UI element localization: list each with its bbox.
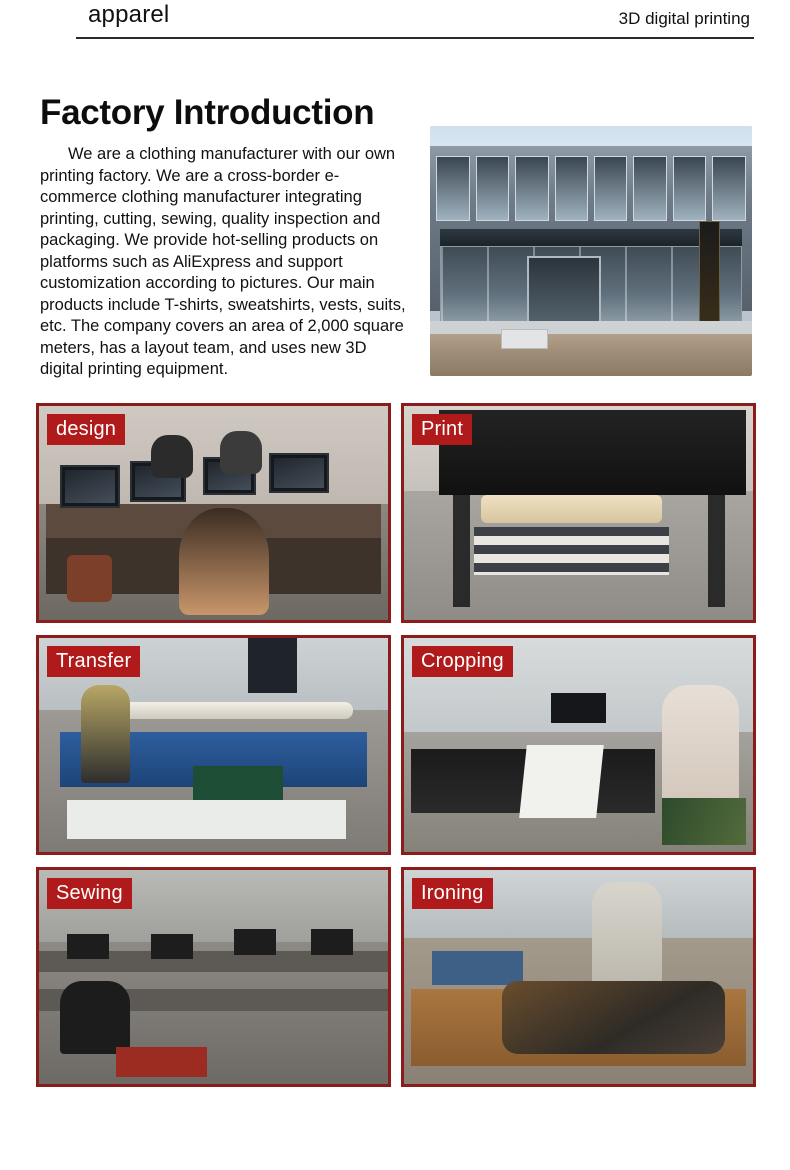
sewing-machine-1 bbox=[67, 934, 109, 960]
red-fabric-bundle bbox=[116, 1047, 207, 1077]
worker-ironing bbox=[592, 882, 662, 993]
tile-label-ironing: Ironing bbox=[412, 878, 493, 909]
garment-pile bbox=[502, 981, 725, 1054]
process-tile-cropping bbox=[401, 635, 756, 855]
building-illustration bbox=[430, 126, 752, 376]
header-divider bbox=[76, 37, 754, 39]
upper-window-row bbox=[436, 156, 745, 221]
factory-building-photo bbox=[430, 126, 752, 376]
tile-label-design: design bbox=[47, 414, 125, 445]
seated-sewing-worker bbox=[60, 981, 130, 1054]
sewing-machine-3 bbox=[234, 929, 276, 955]
white-fabric-sheet bbox=[67, 800, 346, 839]
transfer-roll bbox=[95, 702, 353, 719]
printer-leg-right bbox=[708, 495, 725, 606]
process-photo-grid bbox=[0, 403, 790, 1087]
header-category-label: apparel bbox=[88, 1, 170, 28]
monitor-1 bbox=[60, 465, 120, 508]
printer-leg-left bbox=[453, 495, 470, 606]
white-cut-piece bbox=[519, 745, 603, 818]
process-tile-transfer bbox=[36, 635, 391, 855]
background-person bbox=[248, 638, 297, 694]
process-tile-print bbox=[401, 403, 756, 623]
introduction-paragraph: We are a clothing manufacturer with our own printing factory. We are a cross-border e-commerce clothing manufacturer integrating printing, cutting, sewing, quality inspection and packaging. We provide hot-selling products on platforms such as AliExpress and support customization according to pictures. Our main products include T-shirts, sweatshirts, vests, suits, etc. The company covers an area of 2,000 square meters, has a layout team, and uses new 3D digital printing equipment. bbox=[40, 145, 406, 378]
ground-area bbox=[430, 326, 752, 376]
page-title: Factory Introduction bbox=[40, 93, 375, 132]
printed-fabric bbox=[474, 527, 669, 574]
tile-label-sewing: Sewing bbox=[47, 878, 132, 909]
page-header bbox=[0, 0, 790, 44]
handbag bbox=[67, 555, 112, 602]
monitor-4 bbox=[269, 453, 329, 493]
worker-at-machine bbox=[81, 685, 130, 783]
tile-label-print: Print bbox=[412, 414, 472, 445]
introduction-section bbox=[0, 92, 790, 381]
blue-table bbox=[432, 951, 523, 985]
curb-line bbox=[430, 321, 752, 334]
sewing-machine-4 bbox=[311, 929, 353, 955]
sewing-machine-2 bbox=[151, 934, 193, 960]
tile-label-transfer: Transfer bbox=[47, 646, 140, 677]
entrance-canopy bbox=[440, 229, 743, 247]
seated-person-2 bbox=[220, 431, 262, 474]
seated-person-foreground bbox=[179, 508, 270, 615]
header-technology-label: 3D digital printing bbox=[618, 9, 750, 28]
fabric-roll bbox=[481, 495, 662, 523]
pavement-panel bbox=[501, 329, 548, 349]
tile-label-cropping: Cropping bbox=[412, 646, 513, 677]
process-tile-ironing bbox=[401, 867, 756, 1087]
vertical-banner bbox=[699, 221, 720, 333]
seated-person-1 bbox=[151, 435, 193, 478]
process-tile-sewing bbox=[36, 867, 391, 1087]
monitor-on-table bbox=[551, 693, 607, 723]
camo-fabric bbox=[662, 798, 746, 845]
introduction-text-column bbox=[40, 92, 412, 381]
process-tile-design bbox=[36, 403, 391, 623]
printer-body bbox=[439, 410, 746, 496]
